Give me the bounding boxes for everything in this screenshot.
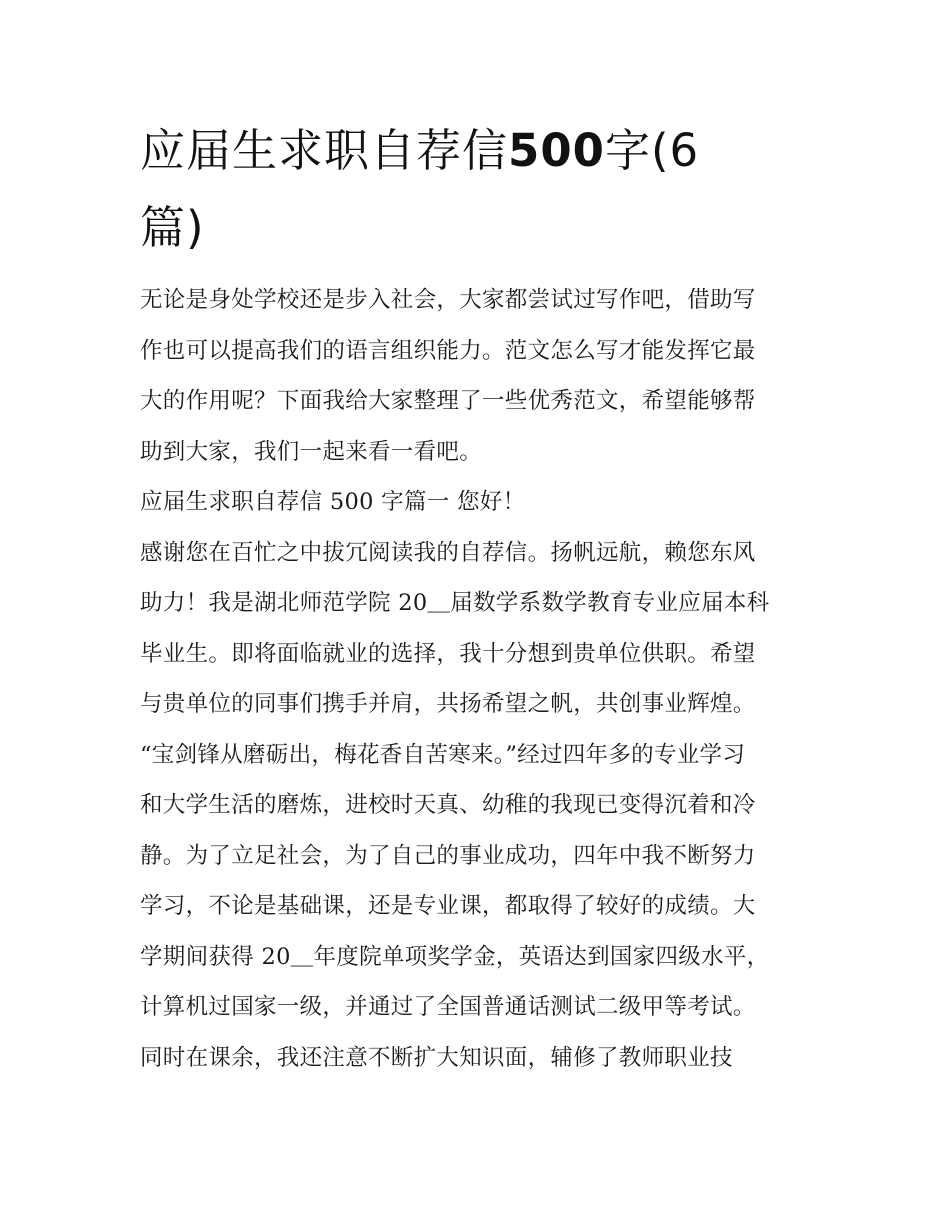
body-line: “宝剑锋从磨砺出，梅花香自苦寒来。”经过四年多的专业学习 xyxy=(140,741,746,768)
body-line: 学习，不论是基础课，还是专业课，都取得了较好的成绩。大 xyxy=(140,893,756,919)
body-line: 静。为了立足社会，为了自己的事业成功，四年中我不断努力 xyxy=(140,842,756,869)
title-number: 500 xyxy=(508,124,605,177)
title-suffix: 字(6 xyxy=(604,124,700,177)
body-line: 与贵单位的同事们携手并肩，共扬希望之帆，共创事业辉煌。 xyxy=(140,691,756,717)
body-line: 学期间获得 20＿年度院单项奖学金，英语达到国家四级水平， xyxy=(140,943,770,970)
body-line: 同时在课余，我还注意不断扩大知识面，辅修了教师职业技 xyxy=(140,1044,733,1071)
body-line: 无论是身处学校还是步入社会，大家都尝试过写作吧，借助写 xyxy=(140,287,756,313)
page-title xyxy=(140,112,780,266)
body-line: 作也可以提高我们的语言组织能力。范文怎么写才能发挥它最 xyxy=(140,337,756,364)
body-line: 助力！我是湖北师范学院 20＿届数学系数学教育专业应届本科 xyxy=(140,590,770,616)
body-line: 毕业生。即将面临就业的选择，我十分想到贵单位供职。希望 xyxy=(140,640,756,667)
body-line: 助到大家，我们一起来看一看吧。 xyxy=(140,438,483,465)
title-text: 应届生求职自荐信 xyxy=(140,124,509,177)
body-line: 计算机过国家一级，并通过了全国普通话测试二级甲等考试。 xyxy=(140,994,756,1020)
body-line: 和大学生活的磨炼，进校时天真、幼稚的我现已变得沉着和冷 xyxy=(140,792,756,818)
section-heading-line: 应届生求职自荐信 500 字篇一 您好！ xyxy=(140,489,526,515)
title-line-2: 篇) xyxy=(140,201,205,254)
body-line: 大的作用呢？下面我给大家整理了一些优秀范文，希望能够帮 xyxy=(140,388,756,414)
document-body xyxy=(140,275,820,1083)
body-line: 感谢您在百忙之中拔冗阅读我的自荐信。扬帆远航，赖您东风 xyxy=(140,539,756,566)
